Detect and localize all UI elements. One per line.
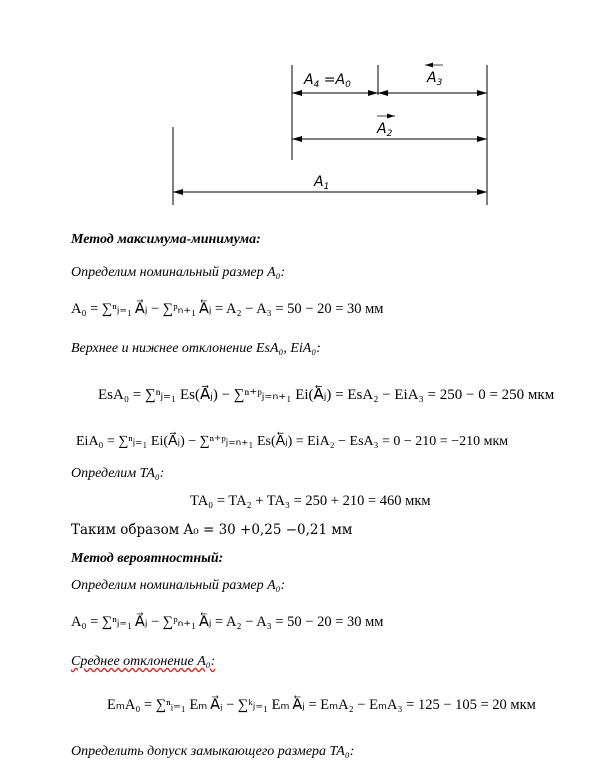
section-title-probabilistic: Метод вероятностный: bbox=[71, 551, 224, 566]
formula-lower-deviation: EiA₀ = ∑ⁿⱼ₌₁ Ei(A⃗ⱼ) − ∑ⁿ⁺ᵖⱼ₌ₙ₊₁ Es(A⃖ⱼ) = EiA₂ − EsA₃ = 0 − 210 = −210 мкм bbox=[76, 434, 509, 449]
text-nominal-size: Определим номинальный размер A₀: bbox=[71, 265, 286, 280]
dim-label-a2: $A_2$ bbox=[377, 121, 393, 139]
formula-tolerance: TA₀ = TA₂ + TA₃ = 250 + 210 = 460 мкм bbox=[190, 493, 431, 509]
section-title-max-min: Метод максимума-минимума: bbox=[71, 232, 261, 247]
text-define-ta0: Определим TA₀: bbox=[71, 466, 165, 481]
text-result-a0: Таким образом A₀ = 30 +0,25 −0,21 мм bbox=[71, 522, 353, 538]
formula-nominal-size: A₀ = ∑ⁿⱼ₌₁ A⃗ⱼ − ∑ᵖₙ₊₁ A⃖ⱼ = A₂ − A₃ = 50 − 20 = 30 мм bbox=[71, 301, 384, 317]
formula-upper-deviation: EsA₀ = ∑ⁿⱼ₌₁ Es(A⃗ⱼ) − ∑ⁿ⁺ᵖⱼ₌ₙ₊₁ Ei(A⃖ⱼ) = EsA₂ − EiA₃ = 250 − 0 = 250 мкм bbox=[98, 387, 555, 403]
formula-mean-deviation: EₘA₀ = ∑ⁿᵢ₌₁ Eₘ A⃗ᵢ − ∑ᵏⱼ₌₁ Eₘ A⃖ⱼ = EₘA₂ − EₘA₃ = 125 − 105 = 20 мкм bbox=[107, 697, 536, 713]
dimension-chain-diagram bbox=[0, 0, 607, 215]
formula-nominal-size-2: A₀ = ∑ⁿⱼ₌₁ A⃗ⱼ − ∑ᵖₙ₊₁ A⃖ⱼ = A₂ − A₃ = 50 − 20 = 30 мм bbox=[71, 614, 384, 630]
dim-label-a4a0: $A_4 =A_0$ bbox=[304, 72, 351, 90]
dim-label-a1: $A_1$ bbox=[314, 174, 330, 192]
dim-label-a3: $A_3$ bbox=[427, 70, 443, 88]
text-define-tolerance: Определить допуск замыкающего размера TA₀: bbox=[71, 744, 355, 759]
text-mean-deviation: Среднее отклонение A₀: bbox=[71, 654, 216, 669]
text-nominal-size-2: Определим номинальный размер A₀: bbox=[71, 578, 286, 593]
text-upper-lower-deviation: Верхнее и нижнее отклонение EsA₀, EiA₀: bbox=[71, 341, 321, 356]
